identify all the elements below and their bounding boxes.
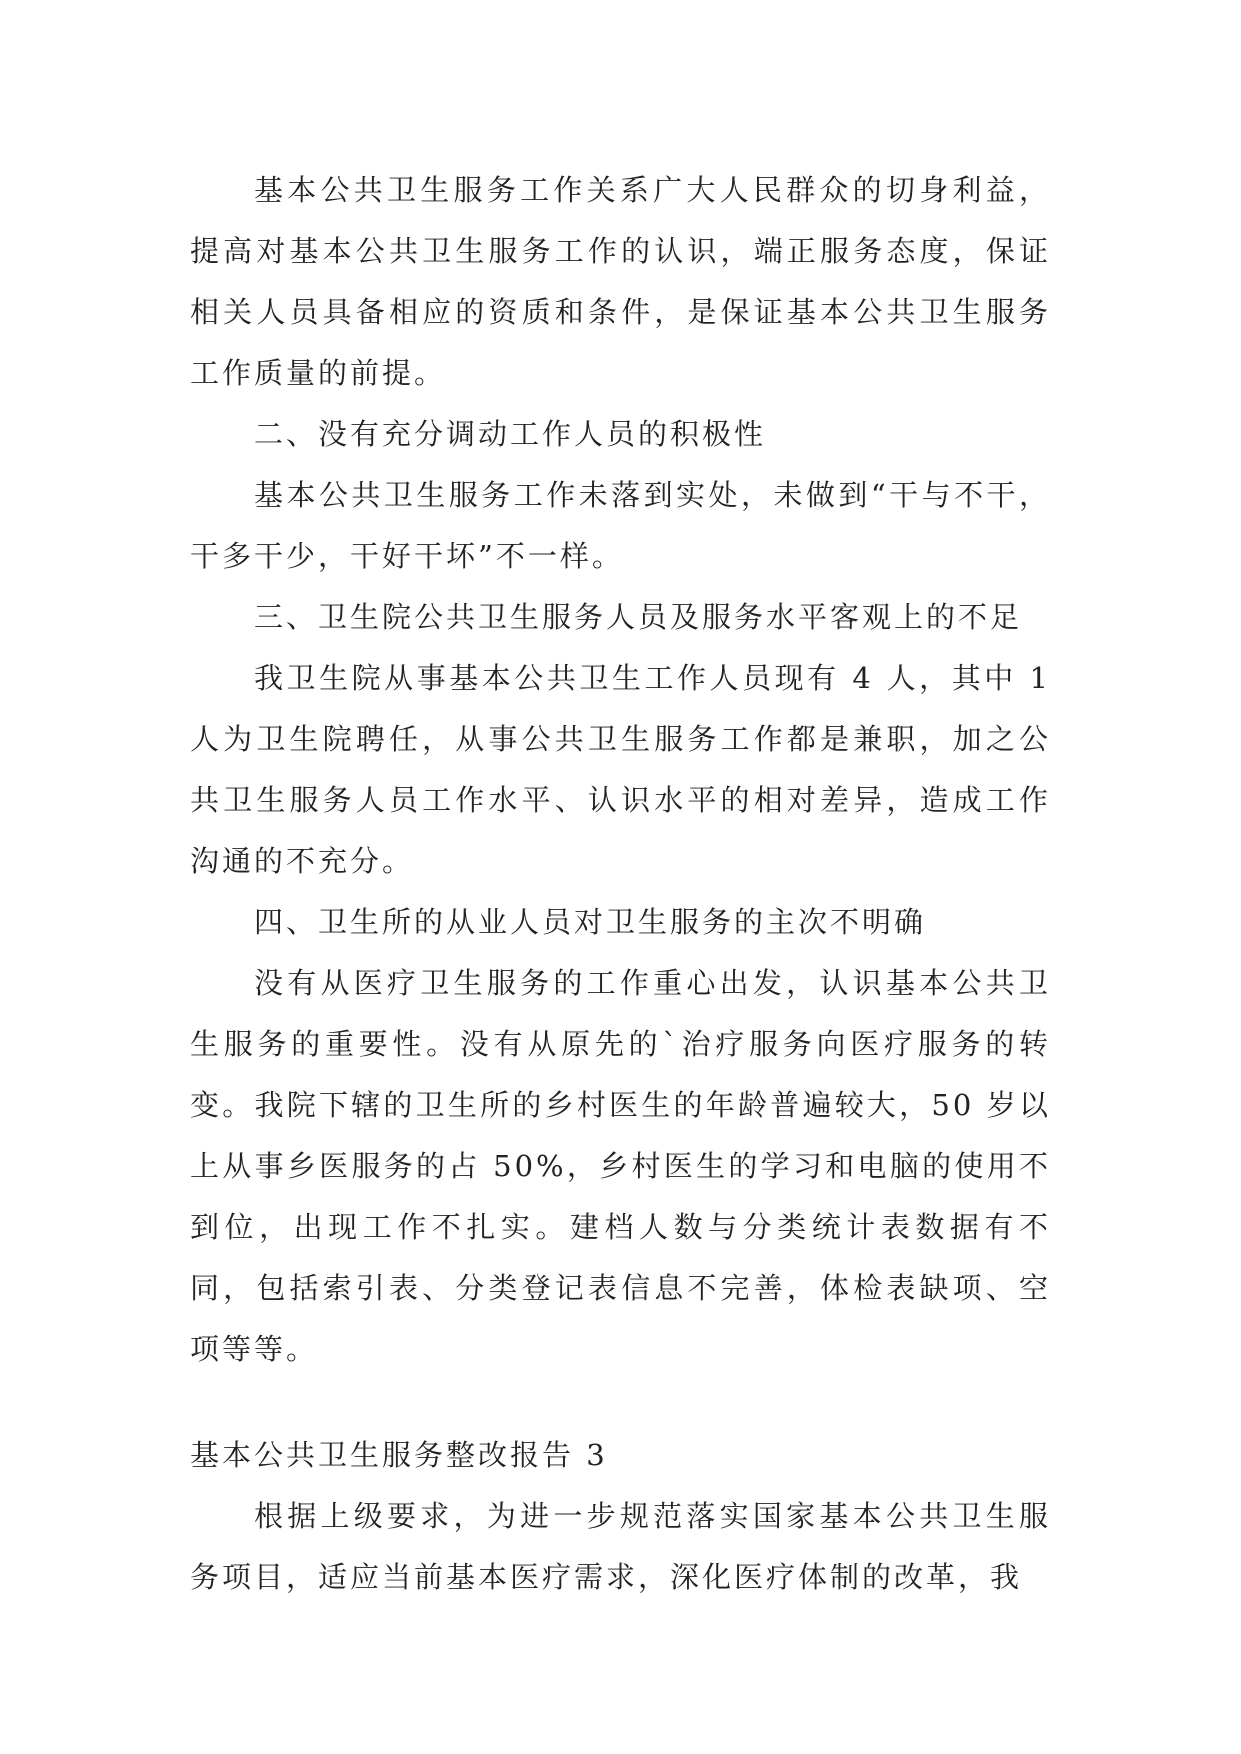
report-title: 基本公共卫生服务整改报告 3 <box>190 1438 608 1472</box>
paragraph-priorities: 没有从医疗卫生服务的工作重心出发，认识基本公共卫生服务的重要性。没有从原先的`治疗服务向医疗服务的转变。我院下辖的卫生所的乡村医生的年龄普遍较大，50 岁以上从事乡医服务的占 50%，乡村医生的学习和电脑的使用不到位，出现工作不扎实。建档人数与分类统计表数据有不同，包括索引表、分类登记表信息不完善，体检表缺项、空项等等。 <box>190 966 1051 1366</box>
paragraph-staff: 我卫生院从事基本公共卫生工作人员现有 4 人，其中 1 人为卫生院聘任，从事公共卫生服务工作都是兼职，加之公共卫生服务人员工作水平、认识水平的相对差异，造成工作沟通的不充分。 <box>190 661 1051 878</box>
heading-two: 二、没有充分调动工作人员的积极性 <box>254 417 767 451</box>
paragraph-report-intro: 根据上级要求，为进一步规范落实国家基本公共卫生服务项目，适应当前基本医疗需求，深化医疗体制的改革，我 <box>190 1499 1051 1594</box>
paragraph-importance: 基本公共卫生服务工作关系广大人民群众的切身利益，提高对基本公共卫生服务工作的认识，端正服务态度，保证相关人员具备相应的资质和条件，是保证基本公共卫生服务工作质量的前提。 <box>190 173 1051 390</box>
heading-three: 三、卫生院公共卫生服务人员及服务水平客观上的不足 <box>254 600 1023 634</box>
heading-four: 四、卫生所的从业人员对卫生服务的主次不明确 <box>254 905 927 939</box>
paragraph-not-implemented: 基本公共卫生服务工作未落到实处，未做到“干与不干，干多干少，干好干坏”不一样。 <box>190 478 1051 573</box>
